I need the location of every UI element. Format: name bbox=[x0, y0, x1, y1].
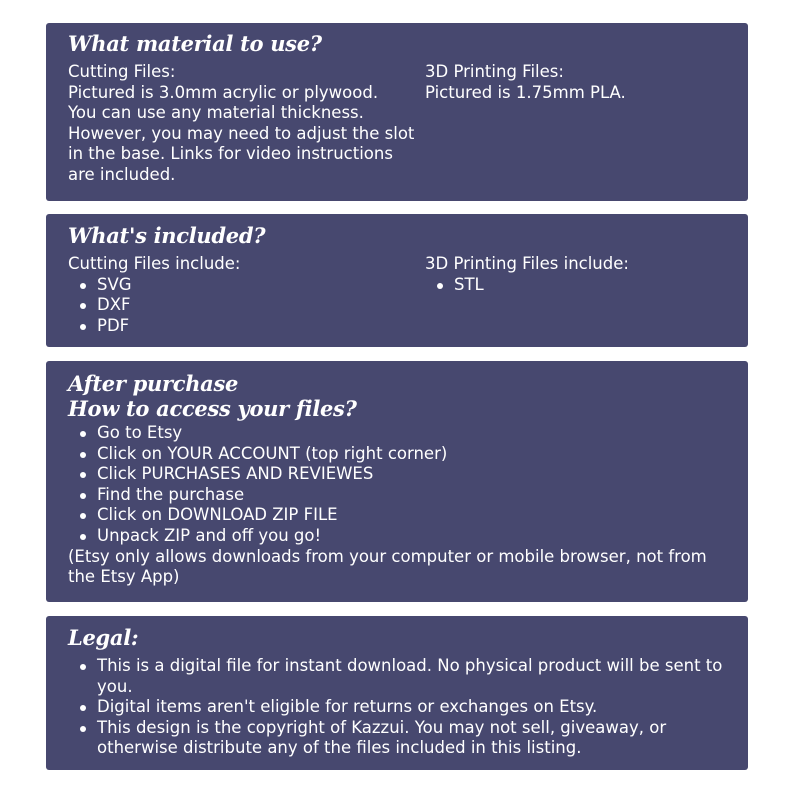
list-item bbox=[97, 697, 728, 718]
legal-line: otherwise distribute any of the files included in this listing. bbox=[97, 738, 582, 758]
printing-line: Pictured is 1.75mm PLA. bbox=[425, 82, 626, 102]
purchase-body bbox=[68, 423, 728, 588]
printing-files-column bbox=[425, 62, 728, 186]
list-item: Click on DOWNLOAD ZIP FILE bbox=[97, 505, 728, 526]
cutting-include-list bbox=[68, 275, 425, 337]
purchase-note: the Etsy App) bbox=[68, 567, 180, 587]
legal-panel bbox=[46, 616, 748, 770]
legal-heading: Legal: bbox=[68, 625, 139, 650]
list-item: Go to Etsy bbox=[97, 423, 728, 444]
cutting-line: Pictured is 3.0mm acrylic or plywood. bbox=[68, 82, 379, 102]
printing-include-column bbox=[425, 254, 728, 336]
cutting-files-title: Cutting Files: bbox=[68, 62, 176, 81]
list-item: Click on YOUR ACCOUNT (top right corner) bbox=[97, 444, 728, 465]
material-panel bbox=[46, 23, 748, 201]
purchase-heading-1: After purchase bbox=[68, 371, 239, 396]
cutting-line: in the base. Links for video instructions bbox=[68, 144, 393, 164]
cutting-include-column bbox=[68, 254, 425, 336]
purchase-note: (Etsy only allows downloads from your computer or mobile browser, not from bbox=[68, 546, 707, 566]
purchase-panel bbox=[46, 361, 748, 602]
included-heading: What's included? bbox=[68, 223, 266, 248]
purchase-steps-list bbox=[68, 423, 728, 547]
purchase-heading-2: How to access your files? bbox=[68, 396, 357, 421]
material-heading: What material to use? bbox=[68, 31, 322, 56]
cutting-files-column bbox=[68, 62, 425, 186]
list-item bbox=[97, 718, 728, 759]
printing-include-title: 3D Printing Files include: bbox=[425, 254, 629, 273]
cutting-line: are included. bbox=[68, 164, 176, 184]
legal-line: you. bbox=[97, 676, 133, 696]
legal-body bbox=[68, 656, 728, 759]
list-item bbox=[97, 656, 728, 697]
included-panel bbox=[46, 214, 748, 347]
list-item: STL bbox=[454, 275, 728, 296]
included-columns bbox=[68, 254, 728, 336]
cutting-include-title: Cutting Files include: bbox=[68, 254, 241, 273]
cutting-line: You can use any material thickness. bbox=[68, 103, 364, 123]
legal-line: This design is the copyright of Kazzui. You may not sell, giveaway, or bbox=[97, 717, 667, 737]
material-columns bbox=[68, 62, 728, 186]
list-item: Find the purchase bbox=[97, 485, 728, 506]
printing-include-list bbox=[425, 275, 728, 296]
list-item: Unpack ZIP and off you go! bbox=[97, 526, 728, 547]
list-item: SVG bbox=[97, 275, 425, 296]
list-item: DXF bbox=[97, 295, 425, 316]
cutting-line: However, you may need to adjust the slot bbox=[68, 123, 415, 143]
list-item: Click PURCHASES AND REVIEWES bbox=[97, 464, 728, 485]
legal-line: This is a digital file for instant download. No physical product will be sent to bbox=[97, 656, 723, 675]
legal-list bbox=[68, 656, 728, 759]
printing-files-title: 3D Printing Files: bbox=[425, 62, 564, 81]
legal-line: Digital items aren't eligible for returns or exchanges on Etsy. bbox=[97, 697, 598, 717]
list-item: PDF bbox=[97, 316, 425, 337]
